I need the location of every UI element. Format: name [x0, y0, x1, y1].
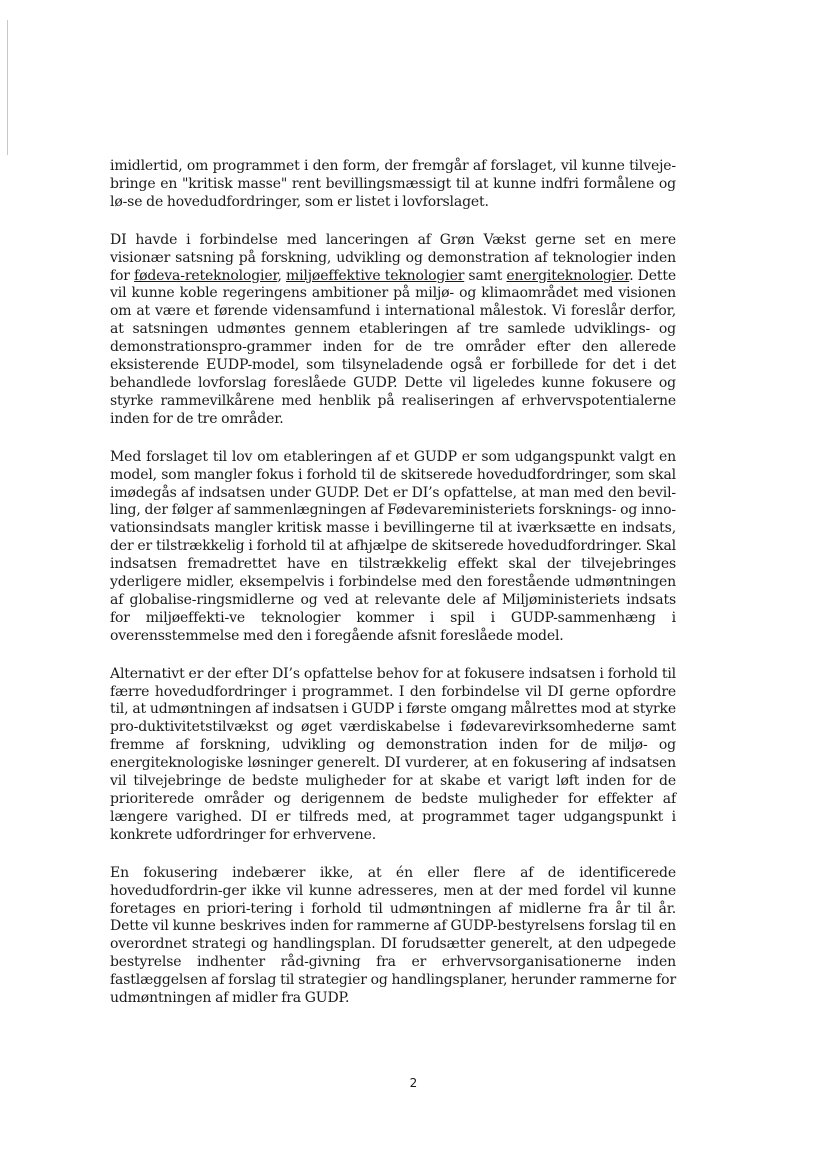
paragraph-1	[110, 158, 676, 212]
paragraph-4-text: Alternativt er der efter DI’s opfattelse behov for at fokusere indsatsen i forhold til færre hovedudfordringer i programmet. I den forbindelse vil DI gerne opfordre til, at udmøntningen af indsatsen i GUDP i første omgang målrettes mod at styrke pro-duktivitetstilvækst og øget værdiskabelse i fødevarevirksomhederne samt fremme af forskning, udvikling og demonstration inden for de miljø- og energiteknologiske løsninger generelt. DI vurderer, at en fokusering af indsatsen vil tilvejebringe de bedste muligheder for at skabe et varigt løft inden for de prioriterede områder og derigennem de bedste muligheder for effekter af længere varighed. DI er tilfreds med, at programmet tager udgangspunkt i konkrete udfordringer for erhvervene.	[110, 665, 676, 843]
paragraph-5	[110, 865, 676, 1008]
paragraph-2	[110, 232, 676, 429]
paragraph-2-text-after: . Dette vil kunne koble regeringens ambitioner på miljø- og klimaområdet med visionen om at være et førende vidensamfund i international målestok. Vi foreslår derfor, at satsningen udmøntes gennem etableringen af tre samlede udviklings- og demonstrationspro-grammer inden for de tre områder efter den allerede eksisterende EUDP-model, som tilsyneladende også er forbillede for det i det behandlede lovforslag foreslåede GUDP. Dette vil ligeledes kunne fokusere og styrke rammevilkårene med henblik på realiseringen af erhvervspotentialerne inden for de tre områder.	[110, 267, 676, 427]
paragraph-3	[110, 449, 676, 646]
paragraph-1-text: imidlertid, om programmet i den form, der fremgår af forslaget, vil kunne tilveje-bringe en "kritisk masse" rent bevillingsmæssigt til at kunne indfri formålene og lø-se de hovedudfordringer, som er listet i lovforslaget.	[110, 158, 676, 210]
paragraph-2-text-before: DI havde i forbindelse med lanceringen af Grøn Vækst gerne set en mere visionær satsning på forskning, udvikling og demonstration af teknologier inden for	[110, 231, 676, 284]
paragraph-5-text: En fokusering indebærer ikke, at én eller flere af de identificerede hovedudfordrin-ger ikke vil kunne adresseres, men at der med fordel vil kunne foretages en priori-tering i forhold til udmøntningen af midlerne fra år til år. Dette vil kunne beskrives inden for rammerne af GUDP-bestyrelsens forslag til en overordnet strategi og handlingsplan. DI forudsætter generelt, at den udpegede bestyrelse indhenter råd-givning fra er erhvervsorganisationerne inden fastlæggelsen af forslag til strategier og handlingsplaner, herunder rammerne for udmøntningen af midler fra GUDP.	[110, 864, 676, 1007]
paragraph-4	[110, 666, 676, 845]
left-margin-line	[7, 20, 8, 155]
underlined-term-energy-tech: energiteknologier	[506, 267, 630, 284]
document-body	[110, 158, 676, 1028]
page-number: 2	[409, 1076, 418, 1090]
underlined-term-food-tech: fødeva-reteknologier	[134, 267, 278, 284]
paragraph-3-text: Med forslaget til lov om etableringen af et GUDP er som udgangspunkt valgt en model, som mangler fokus i forhold til de skitserede hovedudfordringer, som skal imødegås af indsatsen under GUDP. Det er DI’s opfattelse, at man med den bevil-ling, der følger af sammenlægningen af Fødevareministeriets forsknings- og inno-vationsindsats mangler kritisk masse i bevillingerne til at iværksætte en indsats, der er tilstrækkelig i forhold til at afhjælpe de skitserede hovedudfordringer. Skal indsatsen fremadrettet have en tilstrækkelig effekt skal der tilvejebringes yderligere midler, eksempelvis i forbindelse med den forestående udmøntningen af globalise-ringsmidlerne og ved at relevante dele af Miljøministeriets indsats for miljøeffekti-ve teknologier kommer i spil i GUDP-sammenhæng i overensstemmelse med den i foregående afsnit foreslåede model.	[110, 448, 676, 644]
paragraph-2-text-mid-1: ,	[277, 267, 286, 284]
underlined-term-environmental-tech: miljøeffektive teknologier	[285, 267, 465, 284]
paragraph-2-text-mid-2: samt	[464, 267, 507, 284]
